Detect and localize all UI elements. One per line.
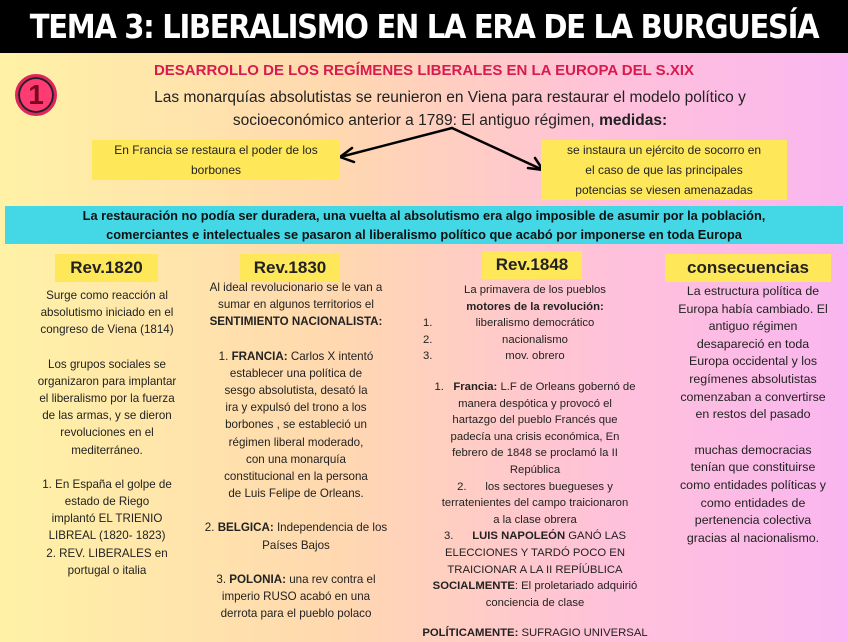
text-line: República bbox=[509, 463, 561, 476]
text-line: establecer una política de bbox=[229, 366, 363, 380]
text-line: portugal o italia bbox=[67, 563, 147, 577]
text-line: La primavera de los pueblos bbox=[464, 284, 606, 296]
text-line: TRAICIONAR A LA II REPÍÚBLICA bbox=[447, 563, 623, 576]
measure-left-box bbox=[92, 140, 340, 180]
text-line: desapareció en toda bbox=[696, 336, 810, 351]
text-line: 3. POLONIA: una rev contra el bbox=[216, 572, 376, 586]
measure-right-line: potencias se viesen amenazadas bbox=[575, 183, 753, 197]
text-bold: BELGICA: bbox=[217, 521, 274, 535]
text-line: 2. BELGICA: Independencia de los bbox=[204, 521, 388, 535]
text-line: los sectores buegueses y bbox=[485, 480, 613, 493]
text-line: sesgo absolutista, desató la bbox=[224, 384, 368, 398]
text-line: imperio RUSO acabó en una bbox=[221, 590, 371, 604]
text-line: hartazgo del pueblo Francés que bbox=[452, 414, 618, 427]
text-line: antiguo régimen bbox=[708, 319, 798, 334]
rev1820-column bbox=[12, 287, 202, 579]
text-line: el liberalismo por la fuerza bbox=[39, 392, 175, 406]
text-line: implantó EL TRIENIO bbox=[51, 512, 163, 526]
consecuencias-column bbox=[668, 283, 838, 547]
text-line: terratenientes del campo traicionaron bbox=[441, 497, 629, 510]
text-line: manera despótica y provocó el bbox=[458, 397, 612, 410]
text-line: : El proletariado adquirió bbox=[514, 580, 638, 593]
section-number-badge: 1 bbox=[15, 74, 57, 116]
measure-right-line: se instaura un ejército de socorro en bbox=[566, 143, 762, 157]
consecuencias-header: consecuencias bbox=[665, 254, 831, 282]
text-line: LIBREAL (1820- 1823) bbox=[48, 529, 166, 543]
list-item: nacionalismo bbox=[502, 333, 568, 346]
text-line-bold: SENTIMIENTO NACIONALISTA: bbox=[209, 315, 383, 329]
intro-bold: medidas: bbox=[599, 112, 668, 129]
text-line: ELECCIONES Y TARDÓ POCO EN bbox=[445, 546, 625, 559]
list-number: 1. bbox=[423, 317, 433, 330]
text-line: padecía una crisis económica, En bbox=[450, 430, 620, 443]
text-line: La estructura política de bbox=[686, 284, 820, 298]
text-line: revoluciones en el bbox=[60, 426, 154, 440]
text-line: Al ideal revolucionario se le van a bbox=[209, 281, 383, 294]
text-line: congreso de Viena (1814) bbox=[40, 323, 174, 337]
text-line: de Luis Felipe de Orleans. bbox=[228, 487, 364, 501]
restoration-banner bbox=[5, 206, 843, 244]
rev1848-column: La primavera de los pueblos motores de la revolución: 1. liberalismo democrático 2. nacionalismo 3. mov. obrero 1. Francia: L.F de Orleans gobernó de manera despótica y provocó el hartazgo del pueblo Francés que padecía una crisis económica, En febrero de 1848 se proclamó la II República 2. los sectores buegueses y terratenientes del campo traicionaron a la clase obrera 3. LUIS NAPOLEÓN GANÓ LAS ELECCIONES Y TARDÓ POCO EN TRAICIONAR A LA II REPÍÚBLICA SOCIALMENTE: El proletariado adquirió conciencia de clase POLÍTICAMENTE: SUFRAGIO UNIVERSAL bbox=[415, 282, 655, 642]
measure-left-line: En Francia se restaura el poder de los bbox=[114, 143, 318, 157]
list-number: 2. bbox=[423, 333, 433, 346]
list-item: mov. obrero bbox=[505, 350, 565, 363]
text-line: tenían que constituirse bbox=[690, 460, 816, 475]
rev1820-header: Rev.1820 bbox=[55, 254, 158, 282]
list-number: 3. bbox=[423, 350, 433, 363]
text-bold: POLÍTICAMENTE: bbox=[422, 627, 519, 640]
text-line: 1. FRANCIA: Carlos X intentó bbox=[218, 349, 374, 363]
measure-right-line: el caso de que las principales bbox=[585, 163, 743, 177]
text-line: ira y expulsó del trono a los bbox=[225, 401, 367, 415]
banner-line: comerciantes e intelectuales se pasaron al liberalismo político que acabó por imponerse en toda Europa bbox=[106, 227, 742, 242]
text-line: Países Bajos bbox=[262, 538, 330, 552]
intro-line-2-text: socioeconómico anterior a 1789: El antiguo régimen, bbox=[232, 112, 595, 129]
rev1830-column bbox=[194, 279, 398, 622]
text-line: L.F de Orleans gobernó de bbox=[500, 380, 636, 393]
text-line: organizaron para implantar bbox=[37, 374, 177, 388]
intro-line-1: Las monarquías absolutistas se reunieron en Viena para restaurar el modelo político y bbox=[154, 89, 746, 106]
text-line: Europa había cambiado. El bbox=[678, 301, 828, 316]
text-line: febrero de 1848 se proclamó la II bbox=[452, 447, 618, 460]
text-line: pertenencia colectiva bbox=[694, 513, 812, 528]
text-line: Los grupos sociales se bbox=[48, 357, 166, 371]
text-line: regímenes absolutistas bbox=[689, 371, 817, 386]
list-item: liberalismo democrático bbox=[475, 317, 595, 330]
text-line: 1. En España el golpe de bbox=[42, 477, 172, 491]
text-line: constitucional en la persona bbox=[224, 470, 368, 484]
text-line: comenzaban a convertirse bbox=[680, 389, 826, 404]
section-title: DESARROLLO DE LOS REGÍMENES LIBERALES EN LA EUROPA DEL S.XIX bbox=[153, 62, 695, 79]
text-bold: SOCIALMENTE bbox=[432, 580, 515, 593]
text-line: derrota para el pueblo polaco bbox=[220, 607, 372, 621]
text-line: de las armas, y se dieron bbox=[42, 409, 172, 423]
text-line: 2. REV. LIBERALES en bbox=[46, 546, 168, 560]
text-line: Surge como reacción al bbox=[46, 289, 168, 302]
text-line: régimen liberal moderado, bbox=[228, 435, 364, 449]
measure-right-box bbox=[541, 140, 787, 200]
text-line: conciencia de clase bbox=[485, 596, 585, 609]
text-line: borbones , se estableció un bbox=[225, 418, 367, 432]
rev1830-header: Rev.1830 bbox=[240, 254, 340, 282]
text-line: como entidades de bbox=[700, 495, 806, 510]
text-line: en restos del pasado bbox=[695, 407, 811, 422]
text-bold: POLONIA: bbox=[229, 572, 286, 586]
text-line: GANÓ LAS bbox=[565, 530, 627, 543]
page-title: TEMA 3: LIBERALISMO EN LA ERA DE LA BURGUESÍA bbox=[29, 7, 819, 46]
text-line: como entidades políticas y bbox=[679, 477, 826, 492]
text-line: muchas democracias bbox=[694, 442, 812, 457]
text-line: SUFRAGIO UNIVERSAL bbox=[518, 627, 648, 640]
text-line: sumar en algunos territorios el bbox=[218, 298, 374, 312]
rev1848-header: Rev.1848 bbox=[482, 251, 582, 279]
text-bold: LUIS NAPOLEÓN bbox=[472, 530, 566, 543]
text-line: gracias al nacionalismo. bbox=[686, 530, 820, 545]
text-bold: Francia: bbox=[453, 380, 498, 393]
text-line: mediterráneo. bbox=[71, 443, 143, 457]
text-line: con una monarquía bbox=[246, 452, 346, 466]
text-line: a la clase obrera bbox=[493, 513, 577, 526]
measure-left-line: borbones bbox=[190, 163, 242, 177]
text-line: estado de Riego bbox=[64, 495, 150, 509]
text-line: Europa occidental y los bbox=[688, 354, 818, 369]
text-line-bold: motores de la revolución: bbox=[466, 300, 604, 313]
text-line: absolutismo iniciado en el bbox=[40, 306, 174, 320]
banner-line: La restauración no podía ser duradera, una vuelta al absolutismo era algo imposible de asumir por la población, bbox=[82, 208, 766, 223]
text-bold: FRANCIA: bbox=[231, 349, 288, 363]
